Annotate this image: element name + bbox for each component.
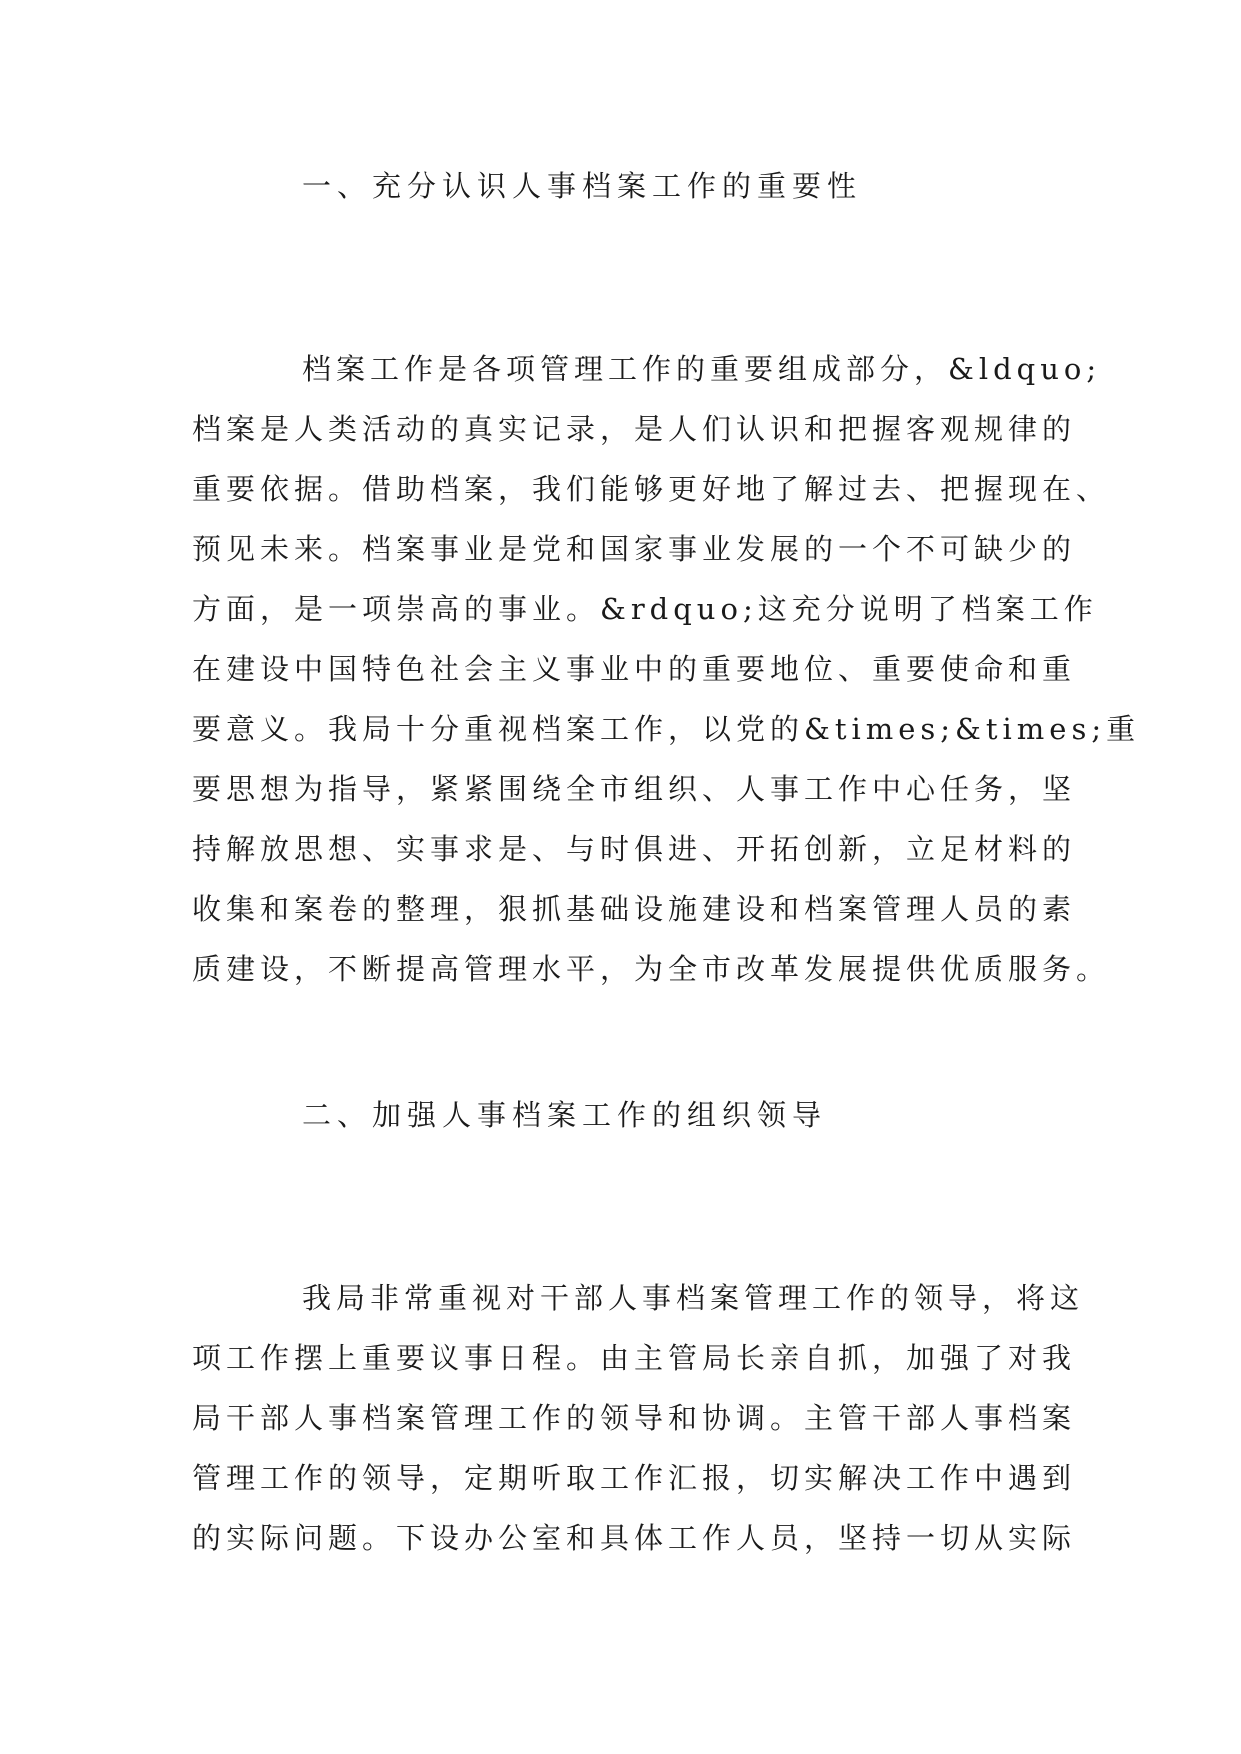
paragraph-line: 项工作摆上重要议事日程。由主管局长亲自抓，加强了对我 — [192, 1341, 1077, 1375]
paragraph-line: 质建设，不断提高管理水平，为全市改革发展提供优质服务。 — [192, 952, 1111, 986]
section-heading-1: 一、充分认识人事档案工作的重要性 — [302, 169, 863, 203]
paragraph-line: 局干部人事档案管理工作的领导和协调。主管干部人事档案 — [192, 1401, 1077, 1435]
paragraph-line: 要思想为指导，紧紧围绕全市组织、人事工作中心任务，坚 — [192, 772, 1077, 806]
paragraph-line: 重要依据。借助档案，我们能够更好地了解过去、把握现在、 — [192, 472, 1111, 506]
paragraph-line: 档案是人类活动的真实记录，是人们认识和把握客观规律的 — [192, 412, 1077, 446]
paragraph-line: 管理工作的领导，定期听取工作汇报，切实解决工作中遇到 — [192, 1461, 1077, 1495]
section-heading-2: 二、加强人事档案工作的组织领导 — [302, 1098, 828, 1132]
section-paragraph-1 — [192, 339, 1141, 999]
paragraph-line: 在建设中国特色社会主义事业中的重要地位、重要使命和重 — [192, 652, 1077, 686]
paragraph-line: 方面，是一项崇高的事业。&rdquo;这充分说明了档案工作 — [192, 592, 1098, 626]
paragraph-line: 持解放思想、实事求是、与时俱进、开拓创新，立足材料的 — [192, 832, 1077, 866]
section-paragraph-2 — [192, 1268, 1085, 1568]
paragraph-line: 收集和案卷的整理，狠抓基础设施建设和档案管理人员的素 — [192, 892, 1077, 926]
paragraph-line: 预见未来。档案事业是党和国家事业发展的一个不可缺少的 — [192, 532, 1077, 566]
paragraph-line: 要意义。我局十分重视档案工作，以党的&times;&times;重 — [192, 712, 1141, 746]
paragraph-line: 档案工作是各项管理工作的重要组成部分，&ldquo; — [302, 352, 1102, 386]
paragraph-line: 我局非常重视对干部人事档案管理工作的领导，将这 — [302, 1281, 1085, 1315]
paragraph-line: 的实际问题。下设办公室和具体工作人员，坚持一切从实际 — [192, 1521, 1077, 1555]
